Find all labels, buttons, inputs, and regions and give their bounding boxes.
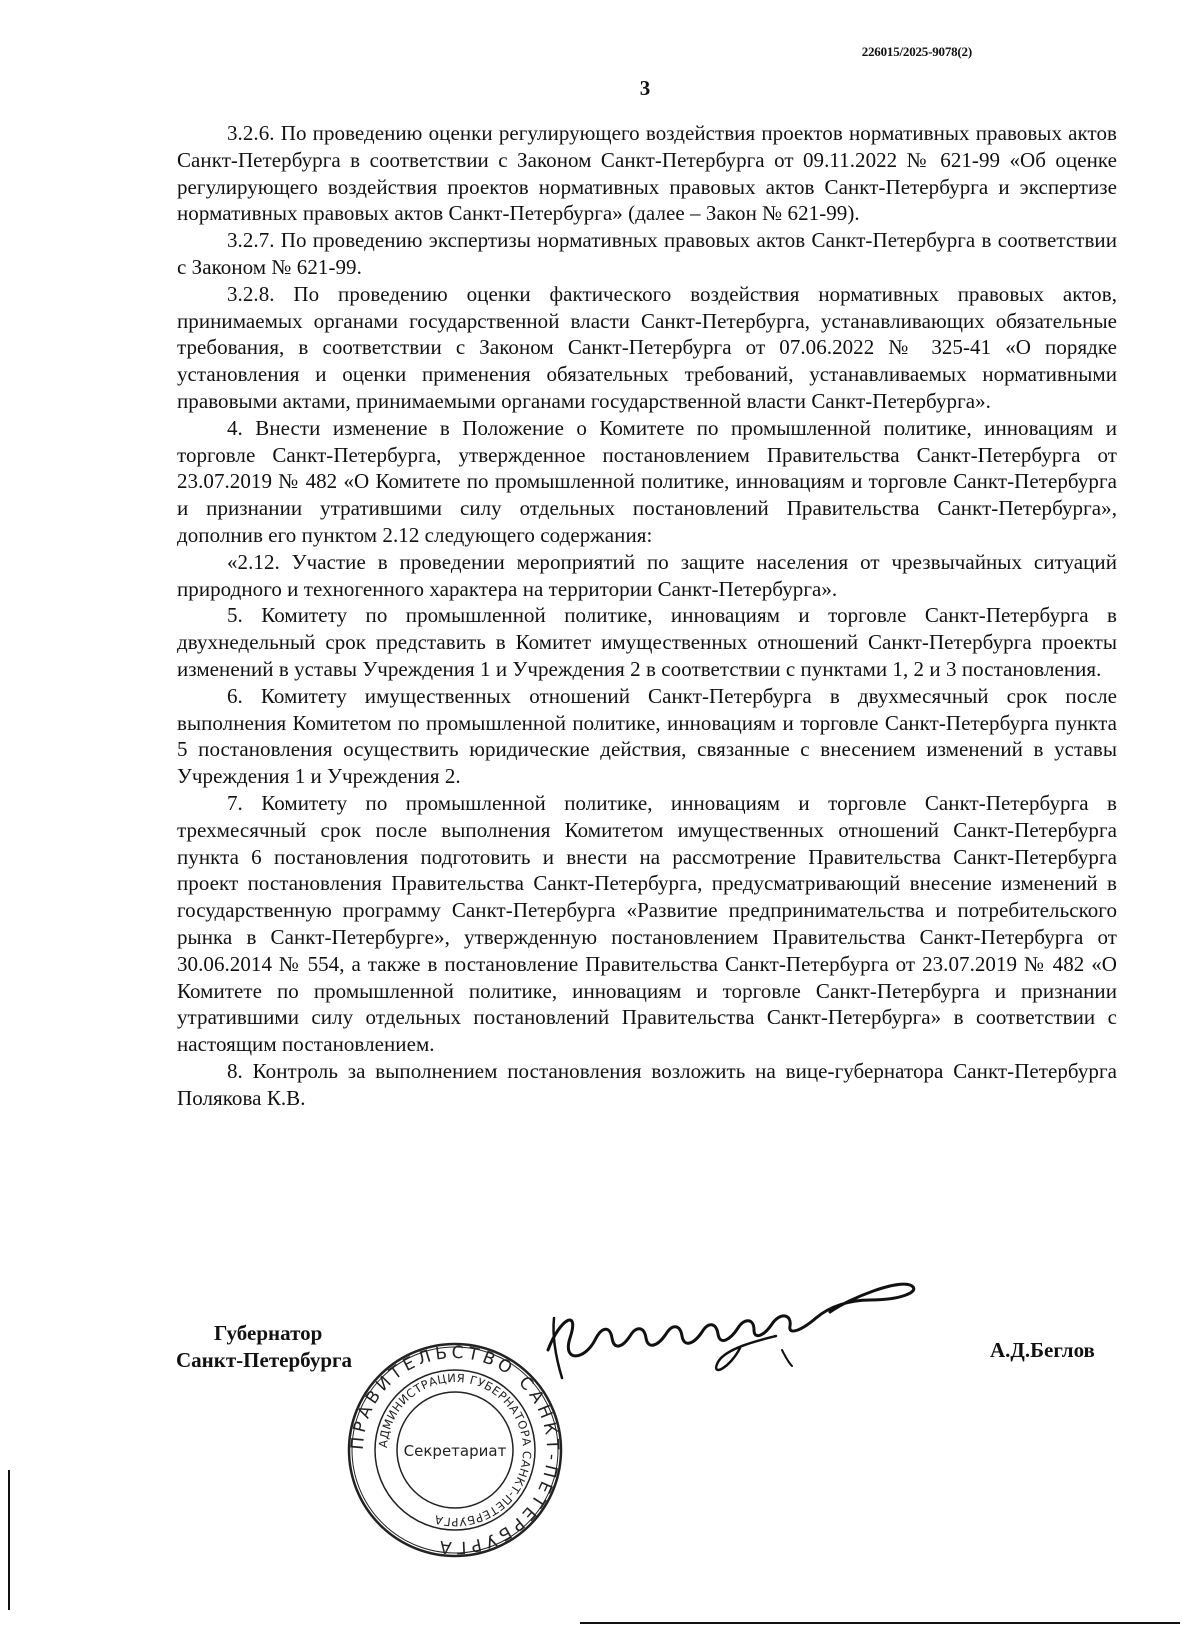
paragraph-4: 4. Внести изменение в Положение о Комитете по промышленной политике, инновациям и торговле Санкт-Петербурга, утвержденное постановлением Правительства Санкт-Петербурга от 23.07.2019 № 482 «О Комитете по промышленной политике, инновациям и торговле Санкт-Петербурга и признании утратившими силу отдельных постановлений Правительства Санкт-Петербурга», дополнив его пунктом 2.12 следующего содержания: [177,415,1117,547]
scan-edge-line-bottom [580,1622,1180,1624]
seal-center-text: Секретариат [403,1442,507,1460]
paragraph-6: 6. Комитету имущественных отношений Санкт-Петербурга в двухмесячный срок после выполнения Комитетом по промышленной политике, инновациям и торговле Санкт-Петербурга пункта 5 постановления осуществить юридические действия, связанные с внесением изменений в уставы Учреждения 1 и Учреждения 2. [177,683,1117,789]
signer-name: А.Д.Беглов [990,1338,1095,1362]
document-registration-number: 226015/2025-9078(2) [861,44,972,59]
paragraph-quote-2-12: «2.12. Участие в проведении мероприятий по защите населения от чрезвычайных ситуаций природного и техногенного характера на территории Санкт-Петербурга». [177,549,1117,601]
paragraph-5: 5. Комитету по промышленной политике, инновациям и торговле Санкт-Петербурга в двухнедельный срок представить в Комитет имущественных отношений Санкт-Петербурга проекты изменений в уставы Учреждения 1 и Учреждения 2 в соответствии с пунктами 1, 2 и 3 постановления. [177,603,1117,681]
signer-title-line1: Губернатор [214,1321,323,1345]
signer-title-line2: Санкт-Петербурга [176,1348,353,1372]
paragraph-3-2-6: 3.2.6. По проведению оценки регулирующего воздействия проектов нормативных правовых актов Санкт-Петербурга в соответствии с Законом Санкт-Петербурга от 09.11.2022 № 621-99 «Об оценке регулирующего воздействия проектов нормативных правовых актов Санкт-Петербурга и экспертизе нормативных правовых актов Санкт-Петербурга» (далее – Закон № 621-99). [177,121,1117,226]
seal-outer-text: ПРАВИТЕЛЬСТВО САНКТ-ПЕТЕРБУРГА [347,1342,563,1558]
paragraph-7: 7. Комитету по промышленной политике, инновациям и торговле Санкт-Петербурга в трехмесячный срок после выполнения Комитетом имущественных отношений Санкт-Петербурга пункта 6 постановления подготовить и внести на рассмотрение Правительства Санкт-Петербурга проект постановления Правительства Санкт-Петербурга, предусматривающий внесение изменений в государственную программу Санкт-Петербурга «Развитие предпринимательства и потребительского рынка в Санкт-Петербурге», утвержденную постановлением Правительства Санкт-Петербурга от 30.06.2014 № 554, а также в постановление Правительства Санкт-Петербурга от 23.07.2019 № 482 «О Комитете по промышленной политике, инновациям и торговле Санкт-Петербурга и признании утратившими силу отдельных постановлений Правительства Санкт-Петербурга» в соответствии с настоящим постановлением. [177,790,1117,1057]
page-number: 3 [639,76,651,100]
paragraph-8: 8. Контроль за выполнением постановления возложить на вице-губернатора Санкт-Петербурга Полякова К.В. [177,1058,1117,1110]
scan-edge-line-left [8,1470,10,1610]
seal-inner-text: АДМИНИСТРАЦИЯ ГУБЕРНАТОРА САНКТ-ПЕТЕРБУРГА [375,1370,535,1530]
handwritten-signature [540,1278,960,1388]
official-seal-stamp [345,1340,565,1560]
paragraph-3-2-7: 3.2.7. По проведению экспертизы нормативных правовых актов Санкт-Петербурга в соответствии с Законом № 621-99. [177,228,1117,279]
signer-title [176,1320,352,1374]
paragraph-3-2-8: 3.2.8. По проведению оценки фактического воздействия нормативных правовых актов, принимаемых органами государственной власти Санкт-Петербурга, устанавливающих обязательные требования, в соответствии с Законом Санкт-Петербурга от 07.06.2022 № 325-41 «О порядке установления и оценки применения обязательных требований, устанавливаемых нормативными правовыми актами, принимаемыми органами государственной власти Санкт-Петербурга». [177,281,1117,413]
